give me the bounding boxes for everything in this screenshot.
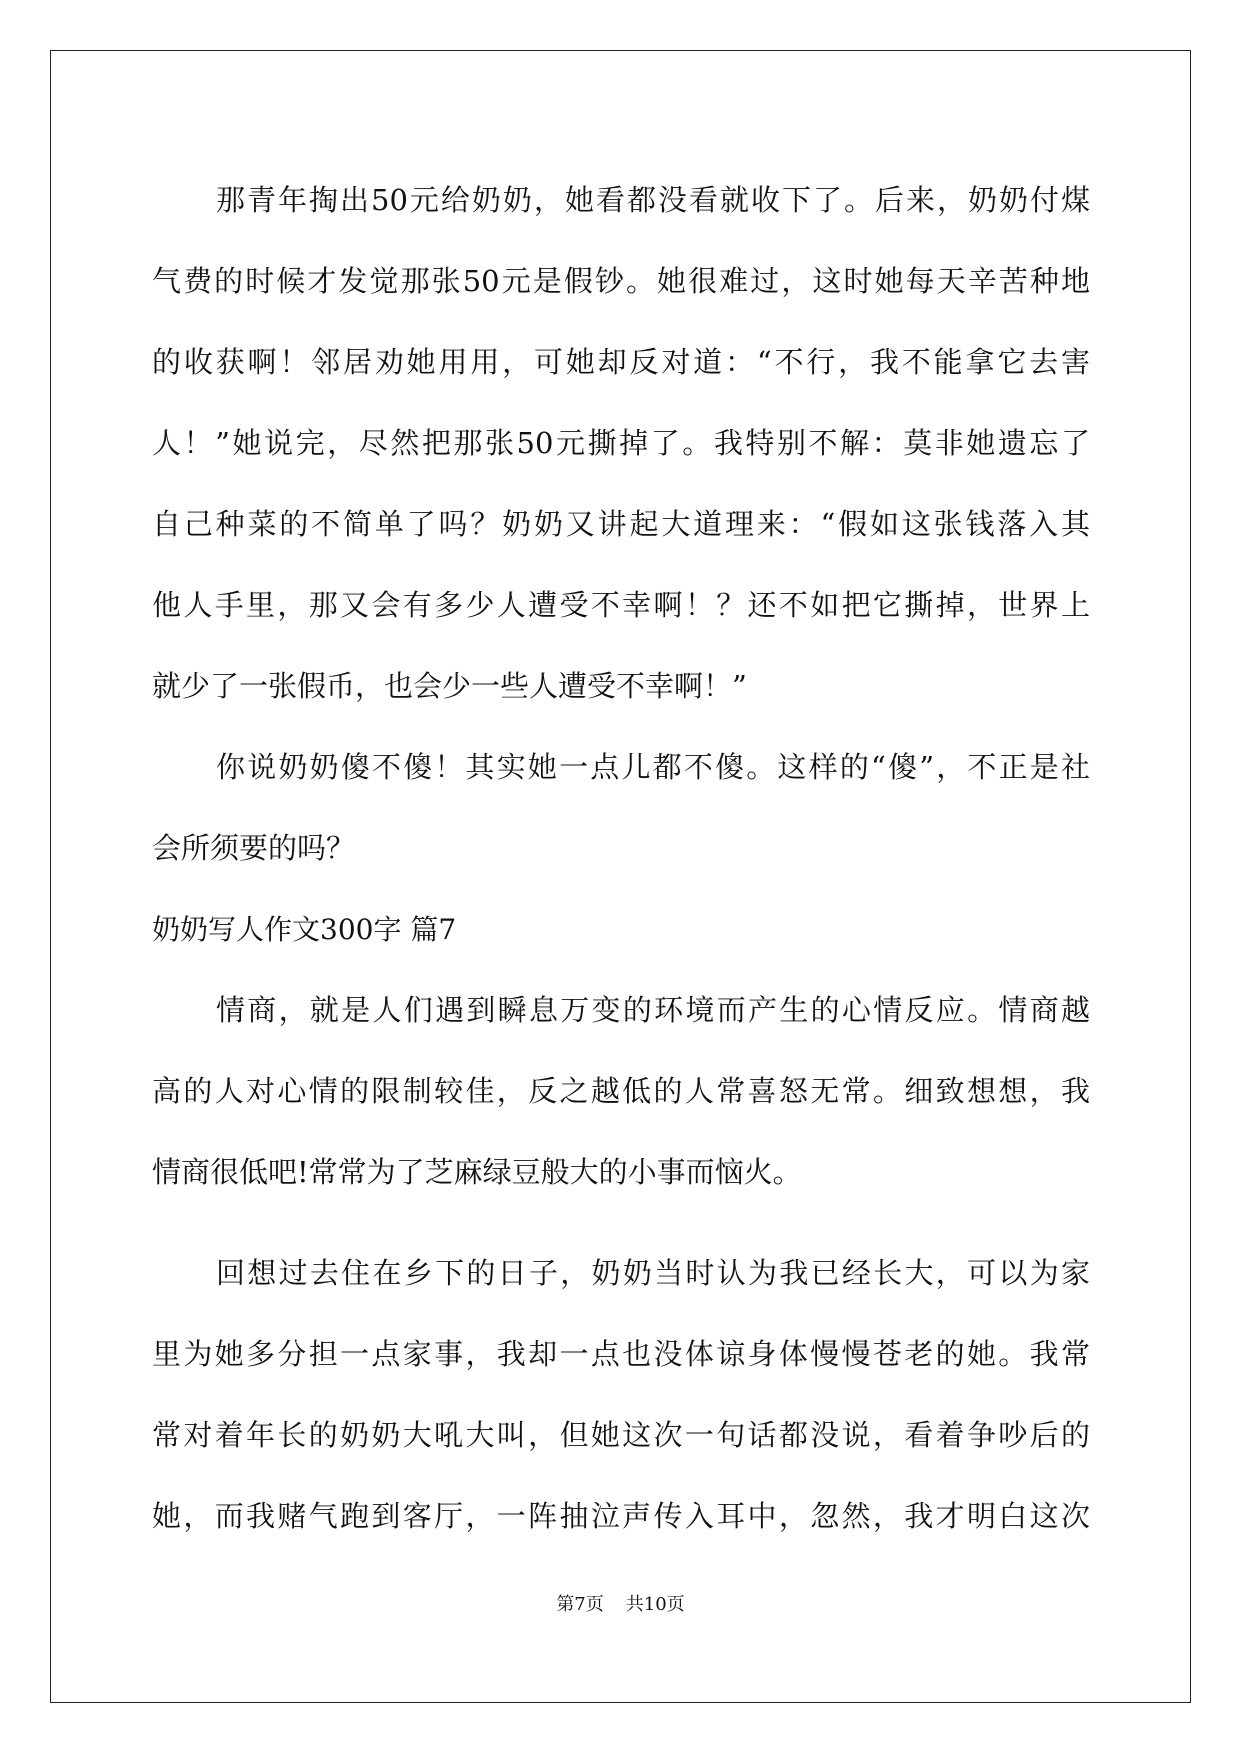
- paragraph-line: 那青年掏出50元给奶奶，她看都没看就收下了。后来，奶奶付煤: [216, 183, 1090, 217]
- paragraph-line: 常对着年长的奶奶大吼大叫，但她这次一句话都没说，看着争吵后的: [152, 1418, 1090, 1452]
- page-total: 共10页: [625, 1594, 685, 1615]
- paragraph-line: 就少了一张假币，也会少一些人遭受不幸啊！”: [152, 669, 747, 703]
- paragraph-line: 他人手里，那又会有多少人遭受不幸啊！？还不如把它撕掉，世界上: [152, 588, 1090, 622]
- paragraph-line: 高的人对心情的限制较佳，反之越低的人常喜怒无常。细致想想，我: [152, 1074, 1090, 1108]
- paragraph-line: 回想过去住在乡下的日子，奶奶当时认为我已经长大，可以为家: [216, 1256, 1090, 1290]
- paragraph-line: 自己种菜的不简单了吗？奶奶又讲起大道理来：“假如这张钱落入其: [152, 507, 1090, 541]
- paragraph-line: 情商很低吧!常常为了芝麻绿豆般大的小事而恼火。: [152, 1155, 802, 1189]
- document-body: [152, 160, 1090, 1557]
- section-heading: 奶奶写人作文300字 篇7: [152, 913, 457, 946]
- paragraph-line: 的收获啊！邻居劝她用用，可她却反对道：“不行，我不能拿它去害: [152, 345, 1090, 379]
- paragraph-line: 她，而我赌气跑到客厅，一阵抽泣声传入耳中，忽然，我才明白这次: [152, 1499, 1090, 1533]
- paragraph-line: 里为她多分担一点家事，我却一点也没体谅身体慢慢苍老的她。我常: [152, 1337, 1090, 1371]
- paragraph-gap: [152, 1213, 1090, 1233]
- paragraph-line: 人！”她说完，尽然把那张50元撕掉了。我特别不解：莫非她遗忘了: [152, 426, 1090, 460]
- paragraph-line: 情商，就是人们遇到瞬息万变的环境而产生的心情反应。情商越: [216, 993, 1090, 1027]
- paragraph-line: 气费的时候才发觉那张50元是假钞。她很难过，这时她每天辛苦种地: [152, 264, 1090, 298]
- paragraph-line: 你说奶奶傻不傻！其实她一点儿都不傻。这样的“傻”，不正是社: [216, 750, 1090, 784]
- page-number: 第7页: [556, 1594, 604, 1615]
- paragraph-line: 会所须要的吗？: [152, 831, 356, 865]
- page-footer: [0, 1590, 1241, 1616]
